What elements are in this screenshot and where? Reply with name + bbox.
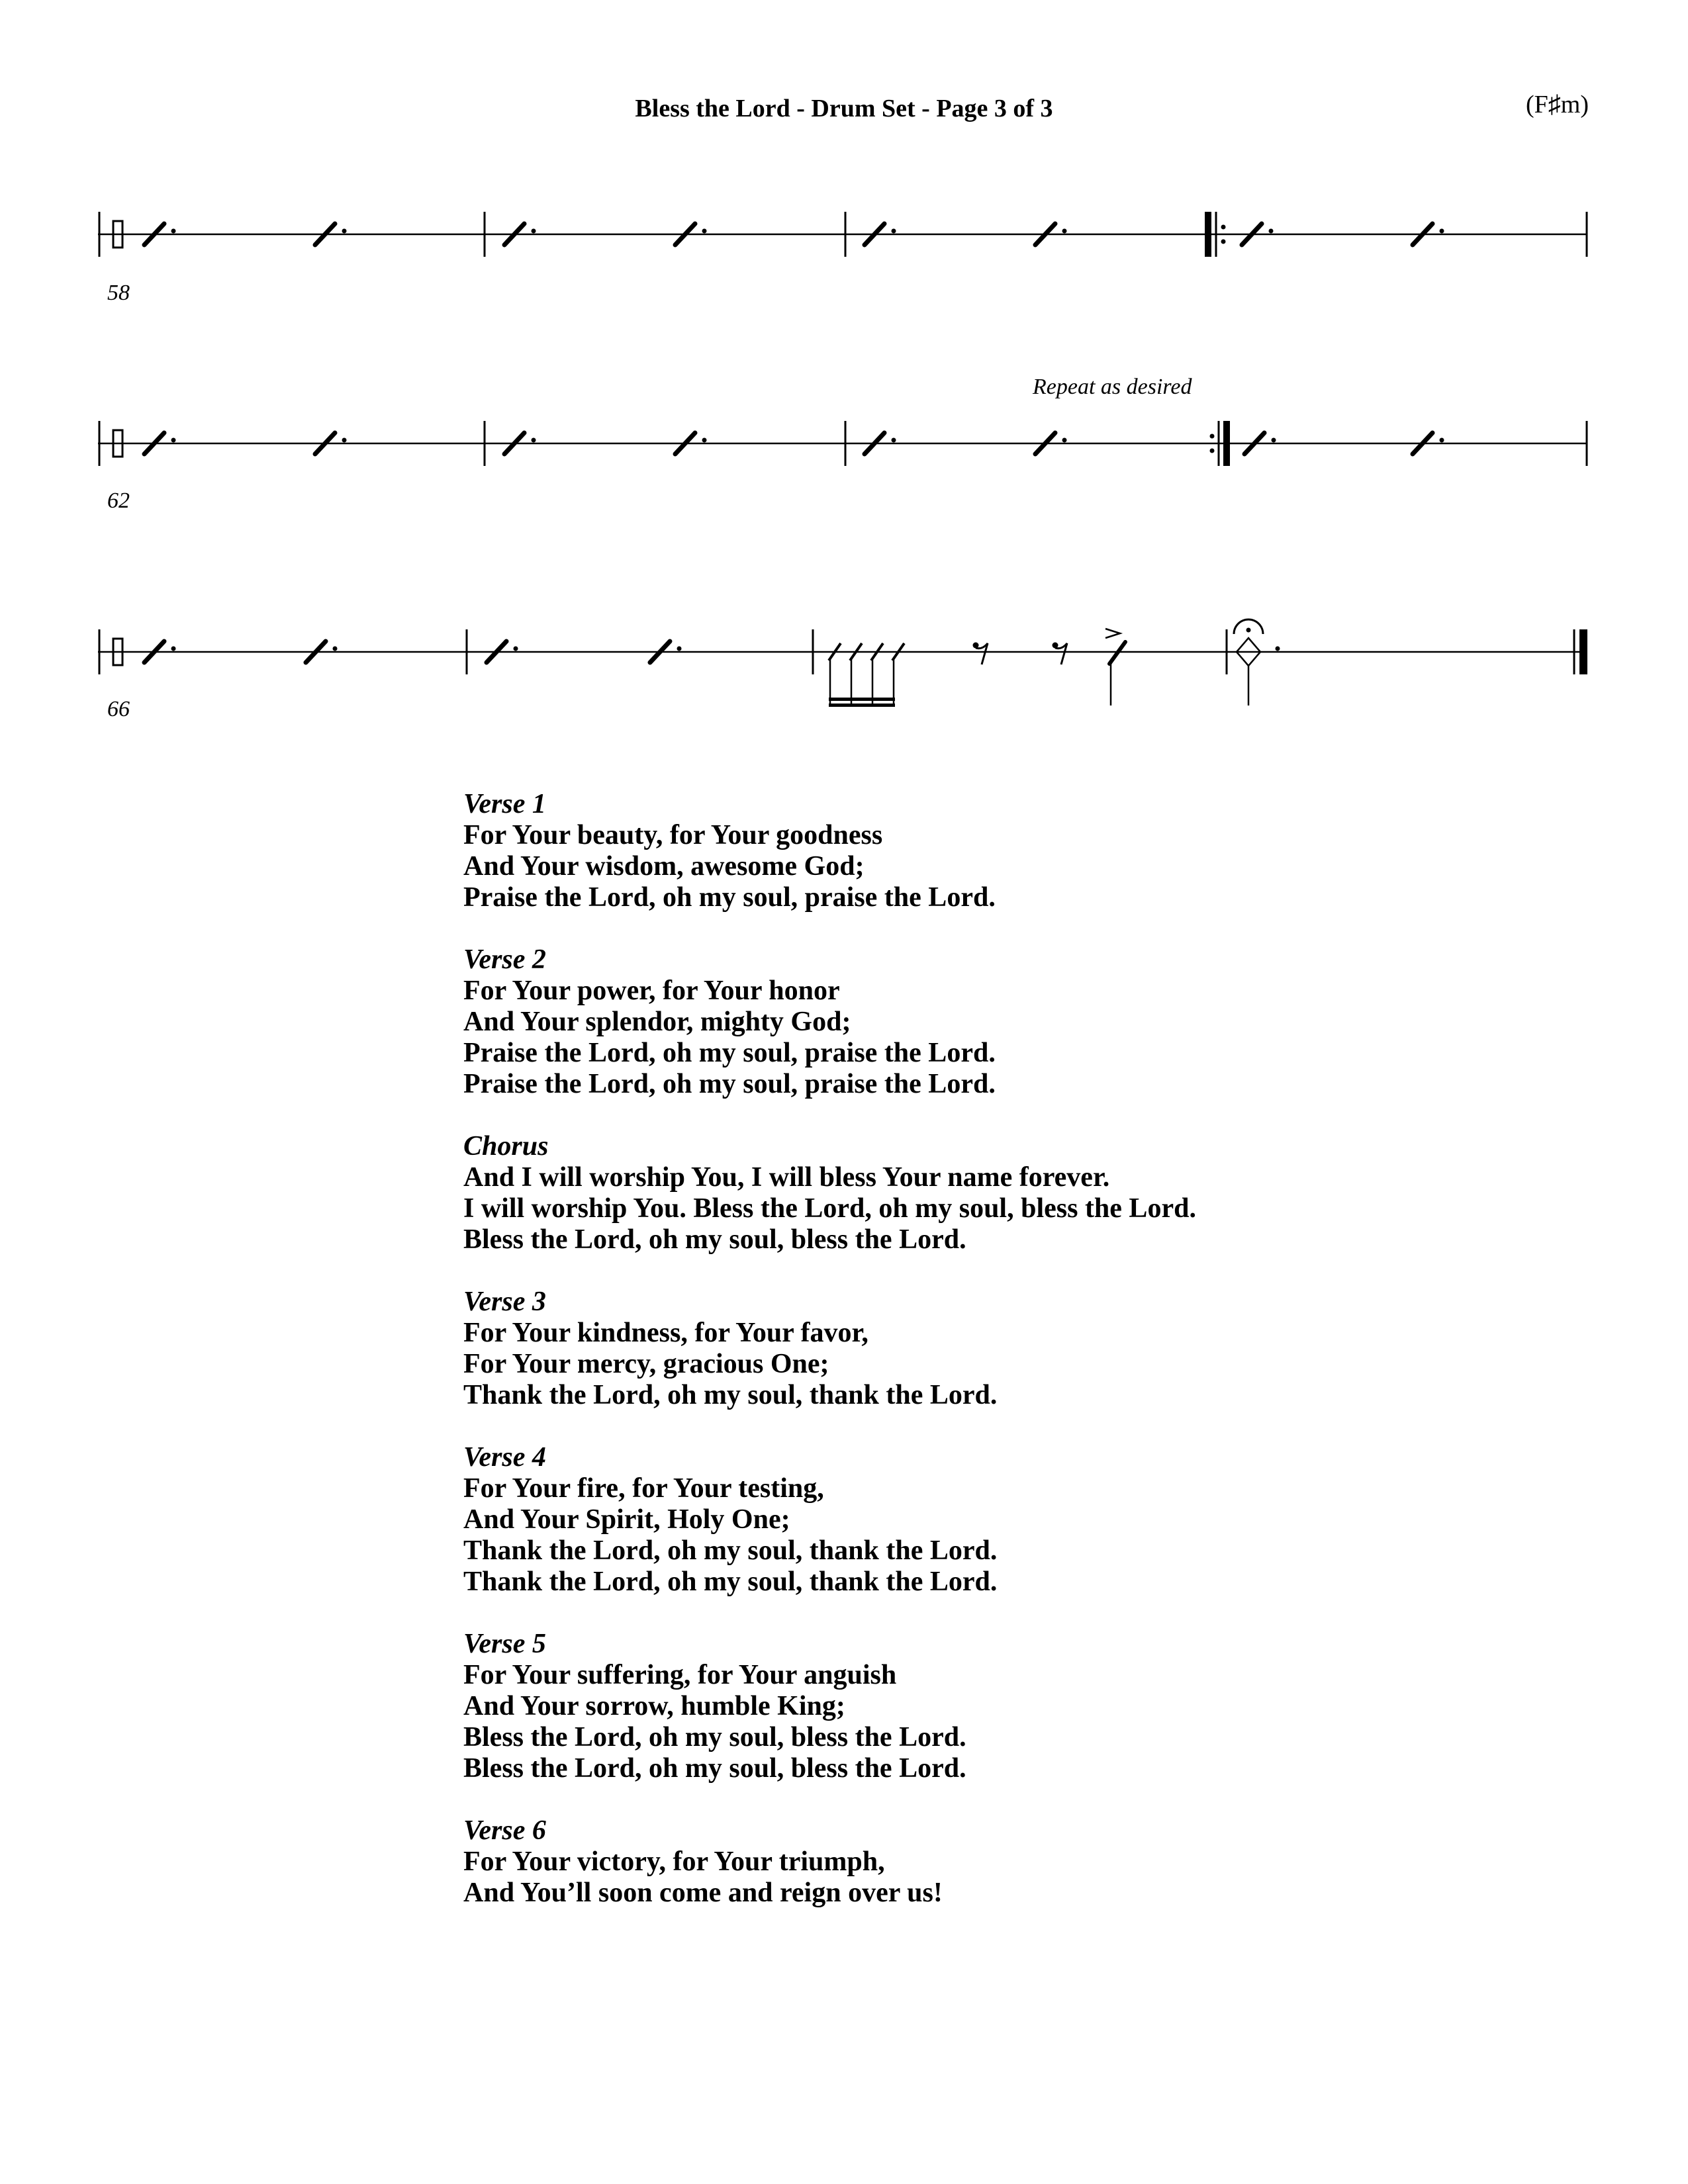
lyric-line: And Your splendor, mighty God; xyxy=(463,1007,851,1037)
measure-number: 62 xyxy=(107,488,130,513)
repeat-instruction: Repeat as desired xyxy=(1033,375,1192,399)
lyric-line: And Your wisdom, awesome God; xyxy=(463,851,865,882)
lyric-line: For Your power, for Your honor xyxy=(463,976,840,1006)
lyrics-block xyxy=(463,789,1196,1940)
stanza-label: Verse 4 xyxy=(463,1442,546,1473)
sixteenth-slash-group xyxy=(829,643,904,707)
lyric-line: For Your kindness, for Your favor, xyxy=(463,1318,868,1348)
lyric-line: And I will worship You, I will bless Your name forever. xyxy=(463,1162,1110,1193)
lyric-line: I will worship You. Bless the Lord, oh my soul, bless the Lord. xyxy=(463,1193,1196,1224)
stanza-verse-2 xyxy=(463,944,1196,1100)
lyric-line: For Your mercy, gracious One; xyxy=(463,1349,829,1379)
lyric-line: For Your victory, for Your triumph, xyxy=(463,1846,885,1877)
stanza-verse-1 xyxy=(463,789,1196,913)
accented-slash-note xyxy=(1105,629,1125,705)
stanza-verse-4 xyxy=(463,1442,1196,1598)
lyric-line: Praise the Lord, oh my soul, praise the Lord. xyxy=(463,1038,996,1068)
drum-score xyxy=(0,0,1688,728)
lyric-line: And Your Spirit, Holy One; xyxy=(463,1504,790,1535)
eighth-rest xyxy=(973,643,988,665)
stanza-verse-6 xyxy=(463,1815,1196,1909)
lyric-line: For Your suffering, for Your anguish xyxy=(463,1660,897,1690)
stanza-label: Verse 5 xyxy=(463,1629,546,1659)
stanza-chorus xyxy=(463,1131,1196,1255)
stanza-label: Verse 6 xyxy=(463,1815,546,1846)
stanza-verse-5 xyxy=(463,1629,1196,1784)
lyric-line: And You’ll soon come and reign over us! xyxy=(463,1878,943,1908)
stanza-label: Chorus xyxy=(463,1131,549,1161)
lyric-line: Thank the Lord, oh my soul, thank the Lord. xyxy=(463,1380,998,1410)
staff-system-58 xyxy=(98,212,1587,257)
lyric-line: Bless the Lord, oh my soul, bless the Lord. xyxy=(463,1753,966,1784)
staff-system-66 xyxy=(98,619,1587,707)
staff-system-62 xyxy=(98,421,1587,466)
stanza-label: Verse 1 xyxy=(463,789,546,819)
key-signature-label: (F♯m) xyxy=(1526,91,1589,118)
stanza-verse-3 xyxy=(463,1287,1196,1411)
fermata-whole-note xyxy=(1234,619,1280,705)
measure-number: 66 xyxy=(107,697,130,721)
lyric-line: For Your fire, for Your testing, xyxy=(463,1473,824,1504)
lyric-line: Praise the Lord, oh my soul, praise the Lord. xyxy=(463,882,996,913)
stanza-label: Verse 3 xyxy=(463,1287,546,1317)
lyric-line: Thank the Lord, oh my soul, thank the Lord. xyxy=(463,1567,998,1597)
eighth-rest xyxy=(1053,643,1068,665)
stanza-label: Verse 2 xyxy=(463,944,546,975)
page-title: Bless the Lord - Drum Set - Page 3 of 3 xyxy=(635,95,1053,122)
lyric-line: Bless the Lord, oh my soul, bless the Lord. xyxy=(463,1722,966,1752)
lyric-line: For Your beauty, for Your goodness xyxy=(463,820,883,850)
lyric-line: Bless the Lord, oh my soul, bless the Lord. xyxy=(463,1224,966,1255)
measure-number: 58 xyxy=(107,281,130,305)
lyric-line: Thank the Lord, oh my soul, thank the Lord. xyxy=(463,1535,998,1566)
lyric-line: And Your sorrow, humble King; xyxy=(463,1691,845,1721)
lyric-line: Praise the Lord, oh my soul, praise the Lord. xyxy=(463,1069,996,1099)
